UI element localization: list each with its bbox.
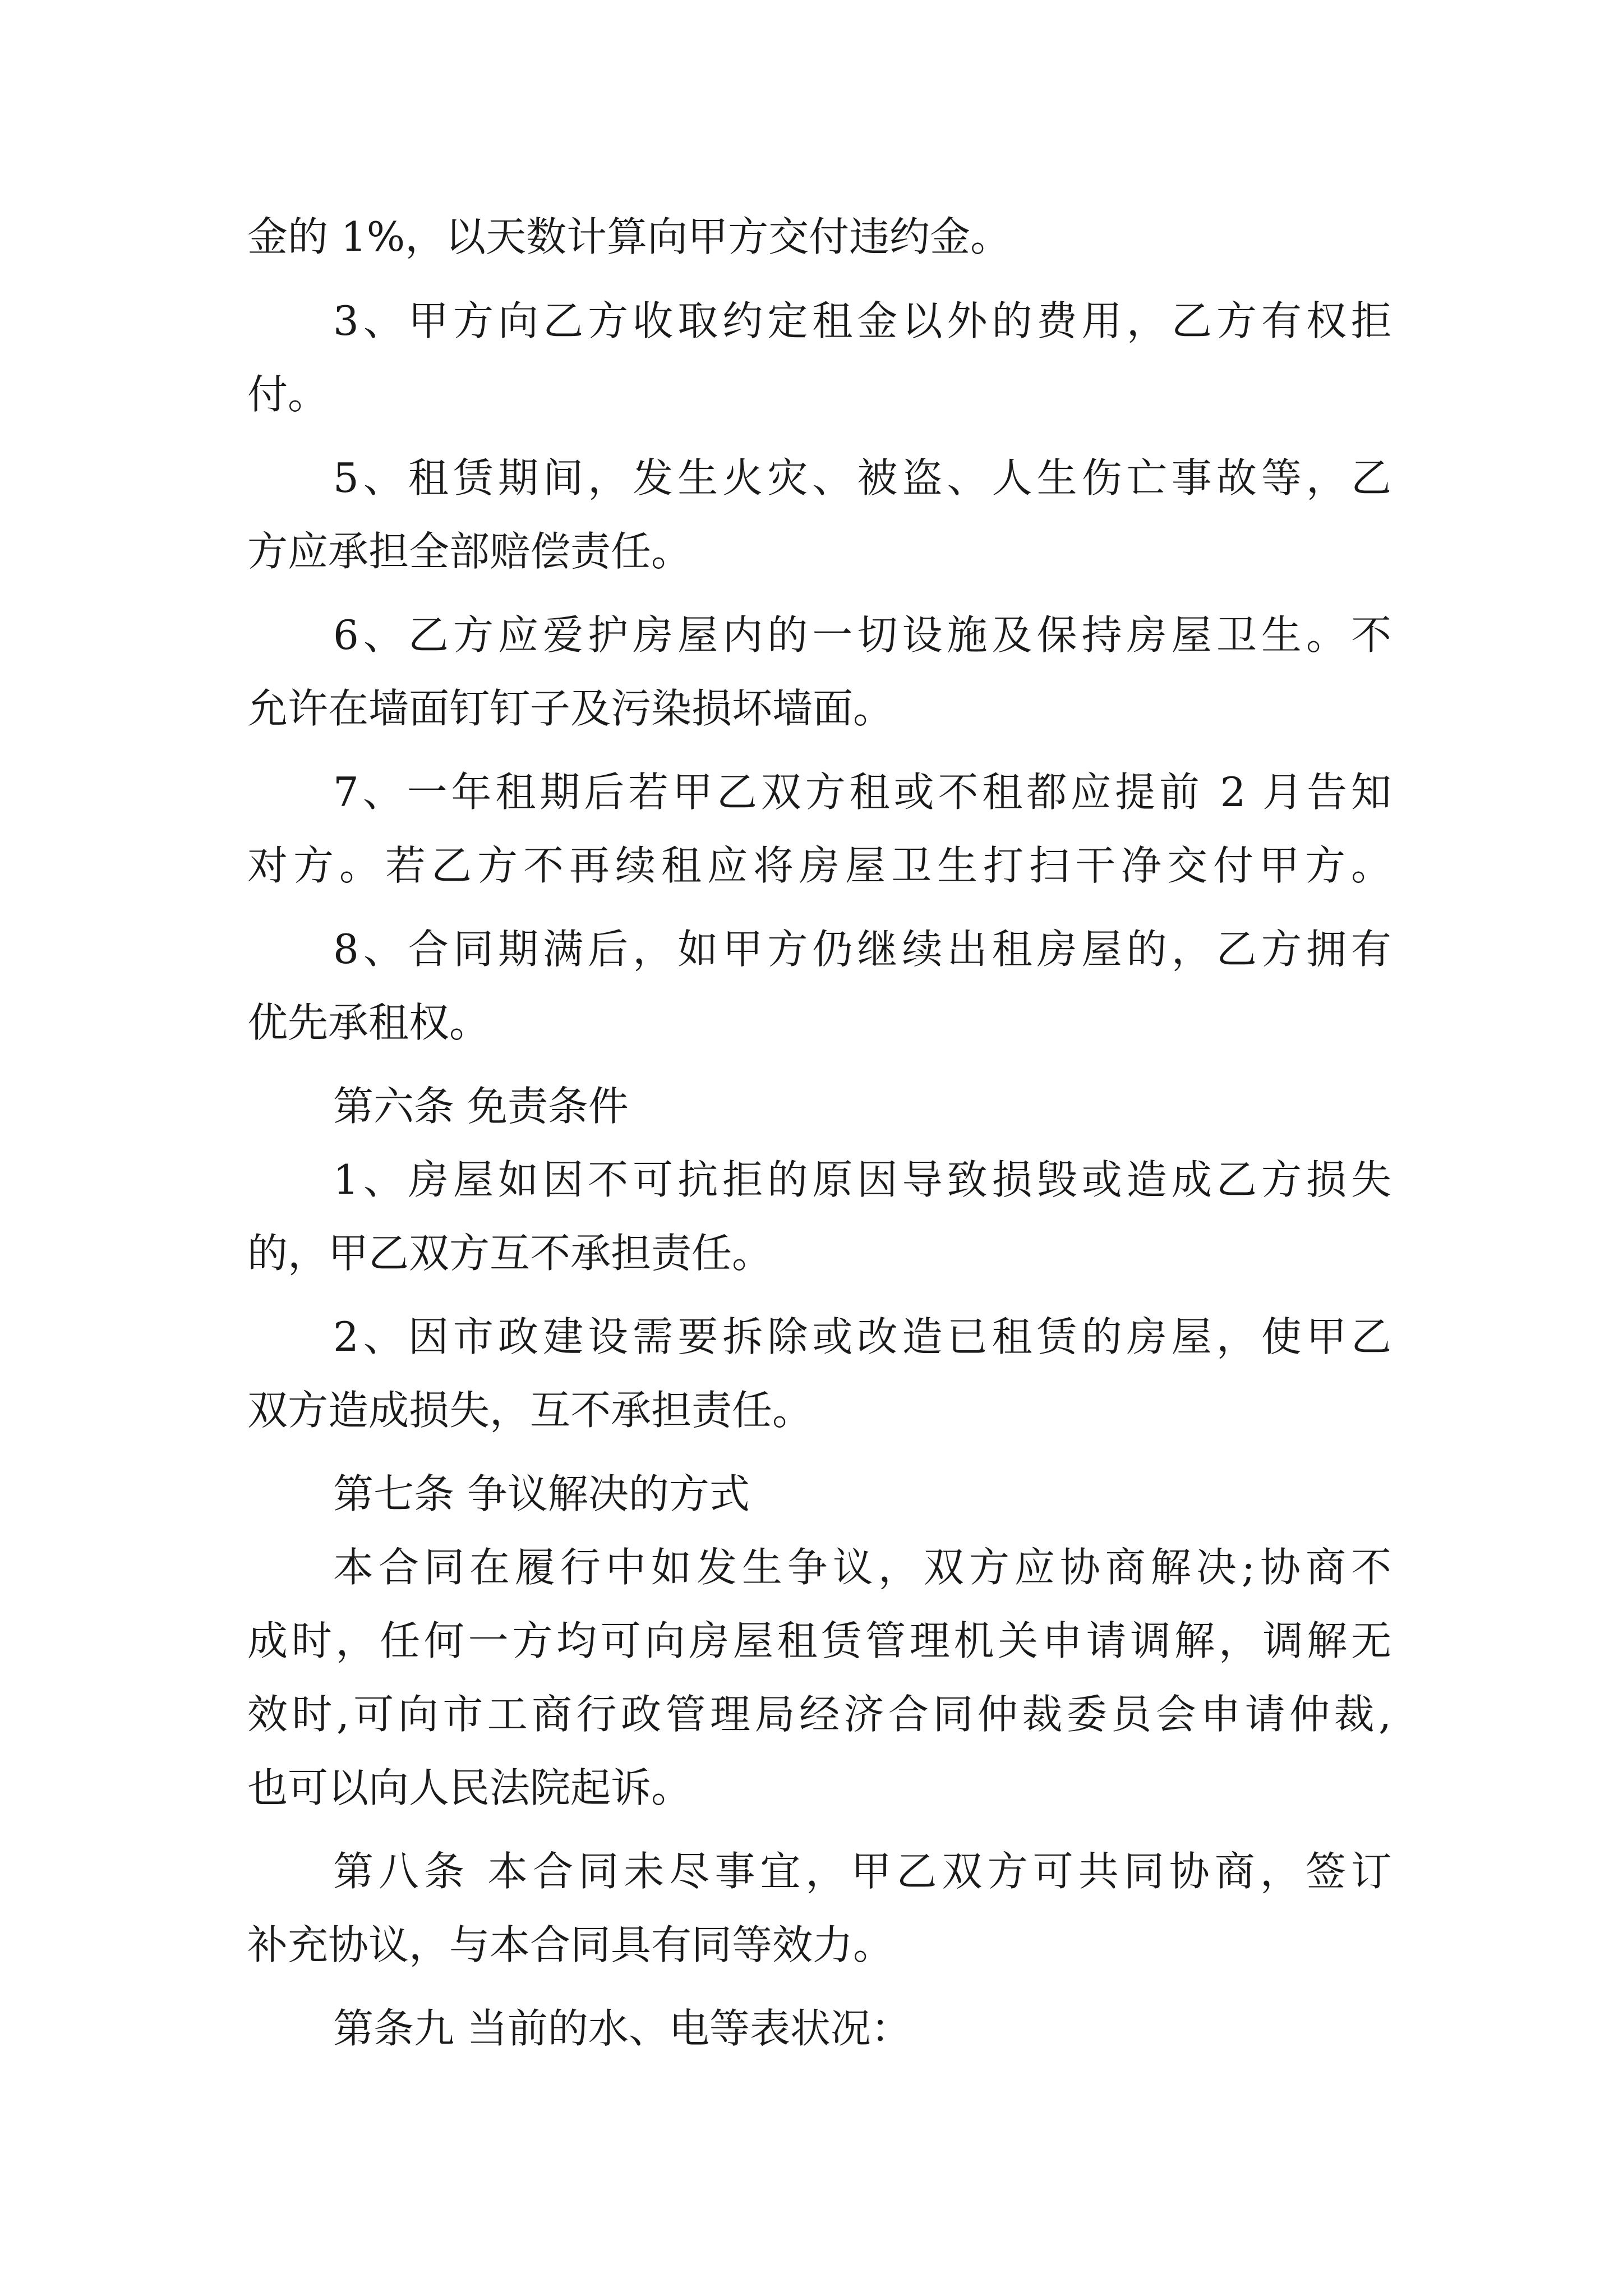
text-line: 8、合同期满后，如甲方仍继续出租房屋的，乙方拥有	[333, 926, 1391, 973]
text-line: 方应承担全部赔偿责任。	[247, 528, 692, 575]
section-heading: 第六条 免责条件	[333, 1083, 629, 1130]
text-line: 成时，任何一方均可向房屋租赁管理机关申请调解，调解无	[247, 1617, 1391, 1664]
text-line: 对方。若乙方不再续租应将房屋卫生打扫干净交付甲方。	[247, 842, 1391, 889]
text-line: 5、租赁期间，发生火灾、被盗、人生伤亡事故等，乙	[333, 454, 1391, 501]
section-heading: 第七条 争议解决的方式	[333, 1470, 750, 1517]
text-line: 付。	[247, 371, 329, 418]
text-line: 金的 1%，以天数计算向甲方交付违约金。	[247, 213, 1011, 260]
text-line: 允许在墙面钉钉子及污染损坏墙面。	[247, 685, 894, 732]
text-line: 补充协议，与本合同具有同等效力。	[247, 1921, 894, 1968]
text-line: 第八条 本合同未尽事宜，甲乙双方可共同协商，签订	[333, 1848, 1391, 1895]
text-line: 本合同在履行中如发生争议，双方应协商解决;协商不	[333, 1544, 1391, 1591]
text-line: 6、乙方应爱护房屋内的一切设施及保持房屋卫生。不	[333, 611, 1391, 659]
text-line: 1、房屋如因不可抗拒的原因导致损毁或造成乙方损失	[333, 1156, 1391, 1203]
text-line: 双方造成损失，互不承担责任。	[247, 1387, 813, 1434]
text-line: 也可以向人民法院起诉。	[247, 1764, 692, 1811]
text-line: 的，甲乙双方互不承担责任。	[247, 1230, 773, 1277]
text-line: 效时,可向市工商行政管理局经济合同仲裁委员会申请仲裁,	[247, 1691, 1391, 1738]
text-line: 优先承租权。	[247, 999, 490, 1046]
section-heading: 第条九 当前的水、电等表状况：	[333, 2005, 911, 2052]
text-line: 7、一年租期后若甲乙双方租或不租都应提前 2 月告知	[333, 769, 1391, 816]
text-line: 3、甲方向乙方收取约定租金以外的费用，乙方有权拒	[333, 297, 1391, 344]
text-line: 2、因市政建设需要拆除或改造已租赁的房屋，使甲乙	[333, 1313, 1391, 1360]
